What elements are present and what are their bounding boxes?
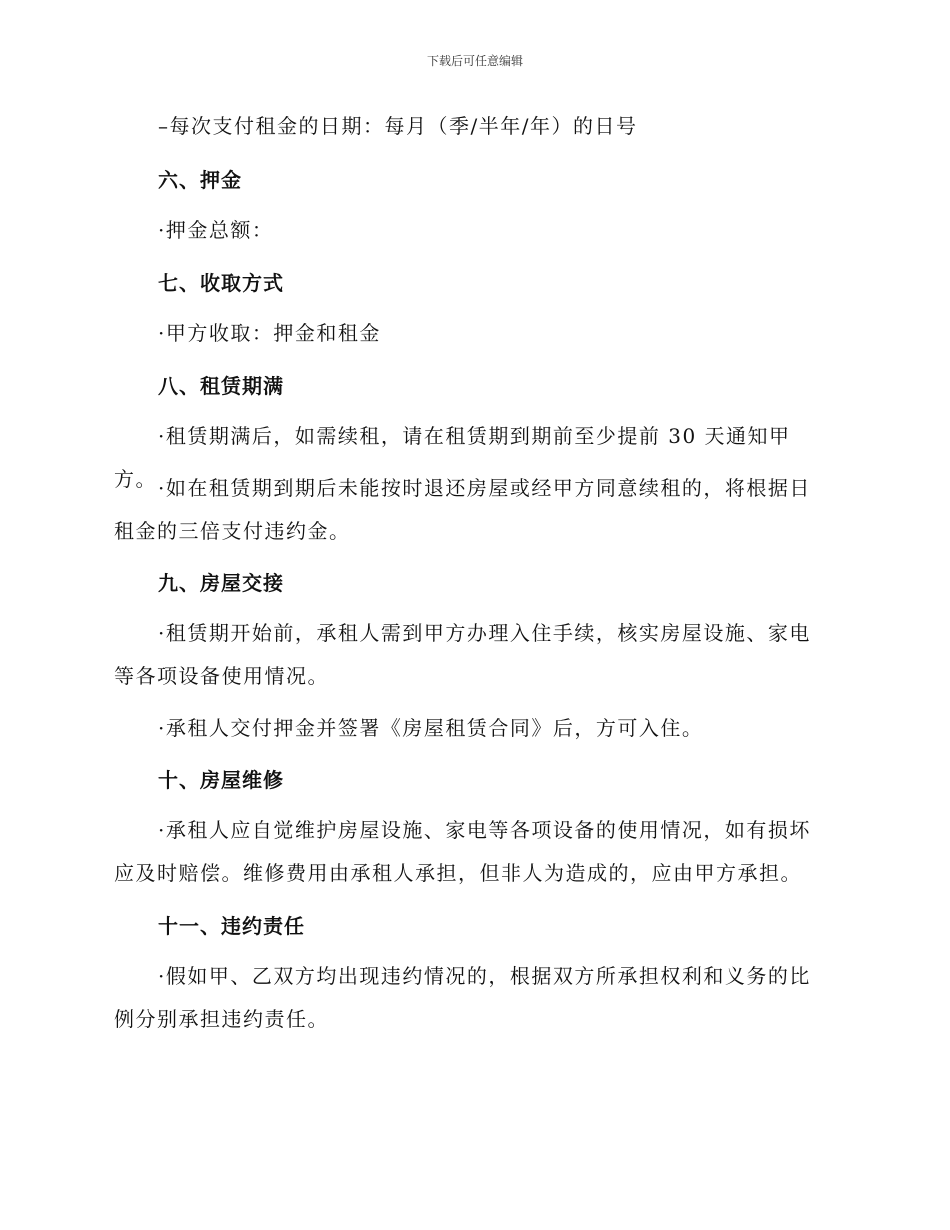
section-8-item-2: ·如在租赁期到期后未能按时退还房屋或经甲方同意续租的，将根据日租金的三倍支付违约金。	[114, 476, 811, 543]
payment-date-line: –每次支付租金的日期：每月（季/半年/年）的日号	[158, 114, 638, 138]
section-9-item-1: ·租赁期开始前，承租人需到甲方办理入住手续，核实房屋设施、家电等各项设备使用情况。	[114, 621, 811, 688]
section-11-heading: 十一、违约责任	[158, 914, 305, 938]
section-7-heading: 七、收取方式	[158, 271, 284, 295]
section-6-heading: 六、押金	[158, 168, 242, 192]
section-8-heading: 八、租赁期满	[158, 374, 284, 398]
section-11-item-1: ·假如甲、乙双方均出现违约情况的，根据双方所承担权利和义务的比例分别承担违约责任。	[114, 964, 811, 1031]
section-10-item-1: ·承租人应自觉维护房屋设施、家电等各项设备的使用情况，如有损坏应及时赔偿。维修费用由承租人承担，但非人为造成的，应由甲方承担。	[114, 818, 811, 885]
page-header-note: 下载后可任意编辑	[426, 54, 523, 68]
section-6-item-1: ·押金总额：	[158, 218, 274, 242]
section-8-item-1: ·租赁期满后，如需续租，请在租赁期到期前至少提前 30 天通知甲方。	[114, 424, 791, 491]
section-9-heading: 九、房屋交接	[158, 571, 284, 595]
section-7-item-1: ·甲方收取：押金和租金	[158, 321, 381, 345]
section-9-item-2: ·承租人交付押金并签署《房屋租赁合同》后，方可入住。	[158, 716, 704, 740]
section-10-heading: 十、房屋维修	[158, 768, 284, 792]
